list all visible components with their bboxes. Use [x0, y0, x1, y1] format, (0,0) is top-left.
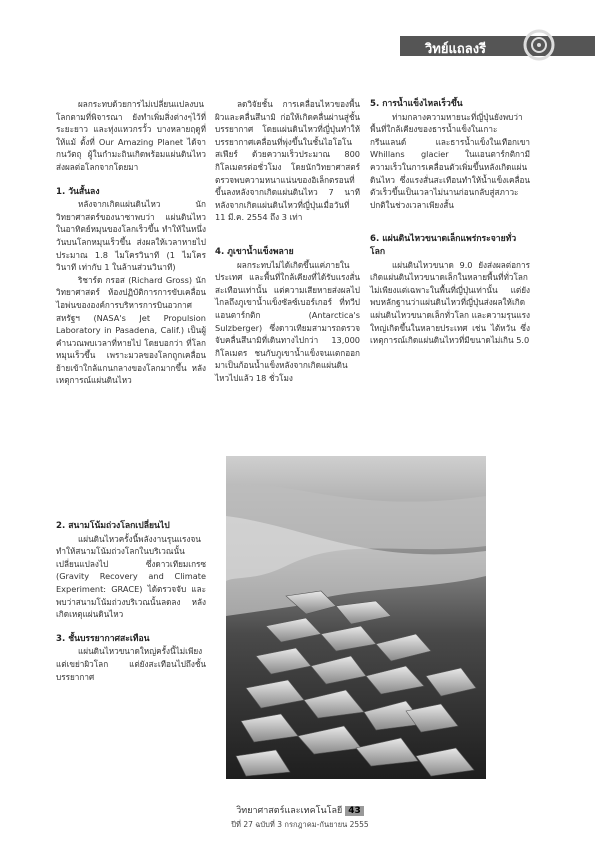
section-heading-5: 5. การน้ำแข็งไหลเร็วขึ้น — [370, 99, 463, 109]
paragraph: ท่ามกลางความหายนะที่ญี่ปุ่นยังพบว่าพื้นที่ใกล้เคียงของธารน้ำแข็งในเกาะกรีนแลนด์ และธารน้ำแข็งในเทือกเขา Whillans glacier ในแอนตาร์กติกามีความเร็วในการเคลื่อนตัวเพิ่มขึ้นหลังเกิดแผ่นดินไหว ซึ่งแรงสั่นสะเทือนทำให้น้ำแข็งเคลื่อนตัวเร็วขึ้นเป็นเวลาไม่นานก่อนกลับสู่สภาวะปกติในช่วงเวลาเพียงสั้น — [370, 111, 530, 210]
paragraph: แผ่นดินไหวขนาดใหญ่ครั้งนี้ไม่เพียงแต่เขย่าผิวโลก แต่ยังสะเทือนไปถึงชั้นบรรยากาศ — [56, 646, 206, 682]
column-middle — [215, 98, 360, 384]
paragraph: ลดวิจัยชั้น การเคลื่อนไหวของพื้นผิวและคลื่นสึนามิ ก่อให้เกิดคลื่นผ่านสู่ชั้นบรรยากาศ โดยแผ่นดินไหวที่ญี่ปุ่นทำให้บรรยากาศเคลื่อนที่พุ่งขึ้นในชั้นไอโอโนสเฟียร์ ด้วยความเร็วประมาณ 800 กิโลเมตรต่อชั่วโมง โดยนักวิทยาศาสตร์ตรวจพบความหนาแน่นของอิเล็กตรอนที่ขึ้นลงหลังจากเกิดแผ่นดินไหว 7 นาที หลังจากเกิดแผ่นดินไหวที่ญี่ปุ่นเมื่อวันที่ 11 มี.ค. 2554 ถึง 3 เท่า — [215, 99, 360, 223]
footer-line — [190, 803, 410, 817]
section-title: วิทย์แถลงรี — [425, 42, 487, 57]
section-heading-1: 1. วันสั้นลง — [56, 186, 100, 197]
paragraph: แผ่นดินไหวขนาด 9.0 ยังส่งผลต่อการเกิดแผ่นดินไหวขนาดเล็กในหลายพื้นที่ทั่วโลก ไม่เพียงแต่เฉพาะในพื้นที่ญี่ปุ่นเท่านั้น แต่ยังพบหลักฐานว่าแผ่นดินไหวที่ญี่ปุ่นส่งผลให้เกิดแผ่นดินไหวขนาดเล็กทั่วโลก และความรุนแรงใหญ่เกิดขึ้นในหลายประเทศ เช่น ไต้หวัน ซึ่งเหตุการณ์เกิดแผ่นดินไหวที่มีขนาดไม่เกิน 5.0 — [370, 259, 530, 346]
column-right — [370, 98, 530, 347]
section-heading-3: 3. ชั้นบรรยากาศสะเทือน — [56, 633, 150, 644]
paragraph: แผ่นดินไหวครั้งนี้พลังงานรุนแรงจนทำให้สนามโน้มถ่วงโลกในบริเวณนั้นเปลี่ยนแปลงไป ซึ่งดาวเทียมเกรซ (Gravity Recovery and Climate Experiment: GRACE) ได้ตรวจจับ และพบว่าสนามโน้มถ่วงบริเวณนั้นลดลง หลังเกิดเหตุแผ่นดินไหว — [56, 533, 206, 620]
page-number: 43 — [345, 806, 364, 816]
target-logo-icon — [522, 28, 556, 62]
magazine-name: วิทยาศาสตร์และเทคโนโลยี — [236, 806, 343, 816]
paragraph: ริชาร์ด กรอส (Richard Gross) นักวิทยาศาสตร์ ห้องปฏิบัติการการขับเคลื่อนไอพ่นขององค์การบริหารการบินอวกาศสหรัฐฯ (NASA's Jet Propulsion Laboratory in Pasadena, Calif.) เป็นผู้คำนวณพบเวลาที่หายไป โดยบอกว่า ที่โลกหมุนเร็วขึ้น เพราะมวลของโลกถูกเคลื่อนย้ายเข้าใกล้แกนกลางของโลกมากขึ้น หลังเหตุการณ์แผ่นดินไหว — [56, 274, 206, 386]
page-footer — [190, 803, 410, 831]
section-heading-6: 6. แผ่นดินไหวขนาดเล็กแพร่กระจายทั่วโลก — [370, 234, 517, 257]
column-left-lower — [56, 520, 206, 683]
column-left — [56, 98, 206, 387]
issue-info: ปีที่ 27 ฉบับที่ 3 กรกฎาคม-กันยายน 2555 — [231, 820, 369, 829]
section-heading-2: 2. สนามโน้มถ่วงโลกเปลี่ยนไป — [56, 521, 170, 531]
intro-paragraph: ผลกระทบด้วยการไม่เปลี่ยนแปลงบนโลกตามที่พิจารณา ยังทำเพิ่มสิ่งต่างๆไว้ที่ระยะยาว และทุ่งแหวกรวั้ว บางหลายฤดูที่ให้แม้ ตั้งที่ Our Amazing Planet ได้จากนวัตถุ ผู้ในกำมะถินเกิดพร้อมแผ่นดินไหว ส่งผลต่อโลกจากโดยมา — [56, 99, 206, 172]
section-heading-4: 4. ภูเขาน้ำแข็งพลาย — [215, 246, 294, 257]
paragraph: ผลกระทบไม่ได้เกิดขึ้นแค่ภายในประเทศ และพื้นที่ใกล้เคียงที่ได้รับแรงสั่นสะเทือนเท่านั้น แต่ความเสียหายส่งผลไปไกลถึงภูเขาน้ำแข็งซัลซ์เบอร์เกอร์ ที่ทวีปแอนตาร์กติก (Antarctica's Sulzberger) ซึ่งดาวเทียมสามารถตรวจจับคลื่นสึนามิที่เดินทางไปกว่า 13,000 กิโลเมตร ชนกับภูเขาน้ำแข็งจนแตกออกมาเป็นก้อนน้ำแข็งหลังจากเกิดแผ่นดินไหวไปแล้ว 18 ชั่วโมง — [215, 259, 360, 383]
ice-floes-photo — [226, 456, 486, 779]
paragraph: หลังจากเกิดแผ่นดินไหว นักวิทยาศาสตร์ของนาซาพบว่า แผ่นดินไหวในอาทิตย์หมุนของโลกเร็วขึ้น ทำให้ในหนึ่งวันบนโลกหมุนเร็วขึ้น ส่งผลให้เวลาหายไปประมาณ 1.8 ไมโครวินาที (1 ไมโครวินาที เท่ากับ 1 ในล้านส่วนวินาที) — [56, 199, 206, 273]
